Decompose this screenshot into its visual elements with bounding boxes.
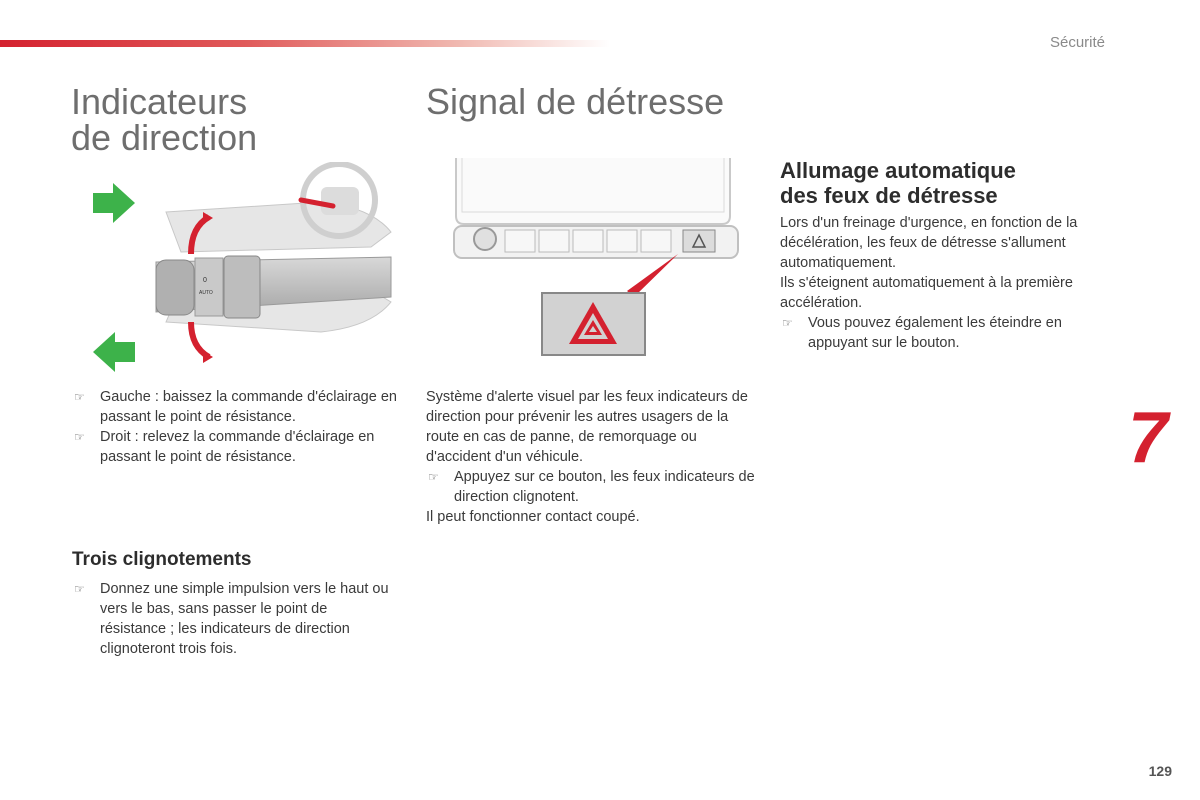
stalk-label-auto: AUTO xyxy=(199,290,213,296)
heading-line-1: Allumage automatique xyxy=(780,158,1016,183)
bullet-left: ☞ Gauche : baissez la commande d'éclairage en passant le point de résistance. xyxy=(72,387,402,427)
page-title-signal: Signal de détresse xyxy=(426,81,725,122)
footer-contact-coupe: Il peut fonctionner contact coupé. xyxy=(426,509,640,525)
chapter-number: 7 xyxy=(1127,398,1168,478)
hazard-button-illustration xyxy=(452,158,742,363)
header-accent-bar xyxy=(0,40,610,47)
page-title-indicateurs xyxy=(71,81,258,158)
subheading-trois-clignotements: Trois clignotements xyxy=(72,549,252,570)
page-number: 129 xyxy=(1148,763,1172,779)
title-line-1: Indicateurs xyxy=(71,81,248,122)
bullet-right: ☞ Droit : relevez la commande d'éclairage en passant le point de résistance. xyxy=(72,427,402,467)
bullet-impulse: ☞ Donnez une simple impulsion vers le haut ou vers le bas, sans passer le point de résistance ; les indicateurs de direction clignoteront trois fois. xyxy=(72,579,392,659)
heading-line-2: des feux de détresse xyxy=(780,183,998,208)
paragraph-eteignent: Ils s'éteignent automatiquement à la première accélération. xyxy=(780,275,1073,311)
col1-sub-bullets xyxy=(72,579,392,659)
paragraph-alerte: Système d'alerte visuel par les feux indicateurs de direction pour prévenir les autres usagers de la route en cas de panne, de remorquage ou d'accident d'un véhicule. xyxy=(426,389,748,465)
section-label: Sécurité xyxy=(1049,34,1105,51)
col2-text xyxy=(426,387,756,527)
stalk-illustration xyxy=(71,162,398,372)
bullet-eteindre: ☞ Vous pouvez également les éteindre en appuyant sur le bouton. xyxy=(780,313,1110,353)
title-line-2: de direction xyxy=(71,117,258,158)
bullet-appuyez: ☞ Appuyez sur ce bouton, les feux indicateurs de direction clignotent. xyxy=(426,467,756,507)
col1-bullets xyxy=(72,387,402,467)
heading-allumage xyxy=(780,158,1016,208)
col3-text xyxy=(780,213,1110,353)
stalk-label-zero: 0 xyxy=(203,277,207,284)
turn-left-arrow-icon xyxy=(93,332,135,372)
turn-right-arrow-icon xyxy=(93,183,135,223)
paragraph-freinage: Lors d'un freinage d'urgence, en fonction de la décélération, les feux de détresse s'allument automatiquement. xyxy=(780,215,1078,271)
